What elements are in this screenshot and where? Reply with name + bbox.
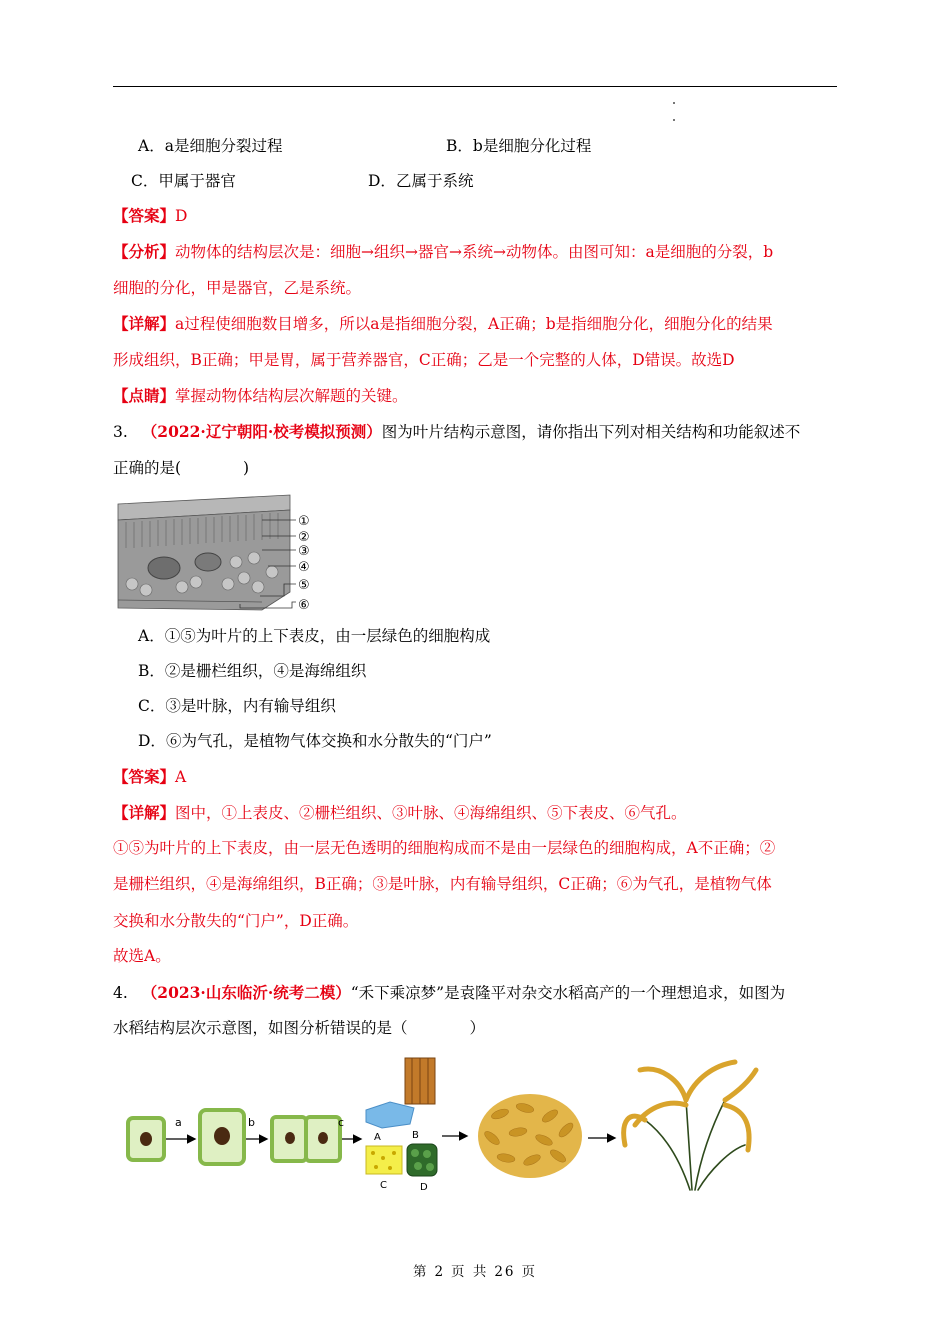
q3-option-d: D．⑥为气孔，是植物气体交换和水分散失的“门户” [138, 732, 492, 750]
q2-answer: 【答案】D [113, 206, 188, 225]
header-mark [673, 102, 675, 104]
label-tissue-B: B [412, 1130, 419, 1141]
tissue-D [407, 1144, 437, 1176]
label-b: b [248, 1116, 255, 1129]
tissue-A [366, 1102, 414, 1128]
q3-answer: 【答案】A [113, 767, 187, 786]
leaf-label-2: ② [298, 530, 310, 545]
q4-stem-line-2: 水稻结构层次示意图，如图分析错误的是（ ） [113, 1019, 486, 1037]
q3-option-a: A．①⑤为叶片的上下表皮，由一层绿色的细胞构成 [138, 627, 491, 645]
q2-option-b: B．b是细胞分化过程 [446, 137, 592, 155]
q3-stem-line-1: 3. （2022·辽宁朝阳·校考模拟预测）图为叶片结构示意图，请你指出下列对相关结构和功能叙述不 [113, 422, 801, 441]
page-footer: 第 2 页 共 26 页 [412, 1264, 538, 1280]
q3-detail-line-1: 【详解】图中，①上表皮、②栅栏组织、③叶脉、④海绵组织、⑤下表皮、⑥气孔。 [113, 803, 687, 822]
leaf-label-1: ① [298, 514, 310, 529]
header-rule [113, 86, 837, 87]
tissue-C [366, 1146, 402, 1174]
q2-option-d: D．乙属于系统 [368, 172, 474, 190]
rice-grains [478, 1094, 582, 1178]
header-mark [673, 119, 675, 121]
q3-option-c: C．③是叶脉，内有输导组织 [138, 697, 336, 715]
label-tissue-C: C [380, 1180, 387, 1191]
rice-hierarchy-figure [120, 1050, 760, 1200]
q2-option-a: A．a是细胞分裂过程 [138, 137, 283, 155]
label-tissue-D: D [420, 1182, 428, 1193]
leaf-label-6: ⑥ [298, 598, 310, 613]
q2-analysis-line-2: 细胞的分化，甲是器官，乙是系统。 [113, 279, 362, 297]
q3-conclusion: 故选A。 [113, 947, 171, 965]
label-a: a [175, 1116, 182, 1129]
q2-analysis-line-1: 【分析】动物体的结构层次是：细胞→组织→器官→系统→动物体。由图可知：a是细胞的分裂，b [113, 242, 774, 261]
q4-stem-line-1: 4. （2023·山东临沂·统考二模）“禾下乘凉梦”是袁隆平对杂交水稻高产的一个理想追求，如图为 [113, 983, 786, 1002]
q2-option-c: C．甲属于器官 [131, 172, 236, 190]
q3-detail-line-4: 交换和水分散失的“门户”，D正确。 [113, 912, 359, 930]
q3-stem-line-2: 正确的是( ) [113, 459, 250, 477]
leaf-structure-figure [112, 492, 322, 616]
q3-detail-line-2: ①⑤为叶片的上下表皮，由一层无色透明的细胞构成而不是由一层绿色的细胞构成，A不正确；② [113, 839, 776, 857]
q2-detail-line-2: 形成组织，B正确；甲是胃，属于营养器官，C正确；乙是一个完整的人体，D错误。故选D [113, 351, 735, 369]
q3-option-b: B．②是栅栏组织，④是海绵组织 [138, 662, 367, 680]
label-tissue-A: A [374, 1132, 381, 1143]
leaf-label-5: ⑤ [298, 578, 310, 593]
label-c: c [338, 1116, 345, 1129]
leaf-label-4: ④ [298, 560, 310, 575]
q2-tip: 【点睛】掌握动物体结构层次解题的关键。 [113, 386, 408, 405]
q2-detail-line-1: 【详解】a过程使细胞数目增多，所以a是指细胞分裂，A正确；b是指细胞分化，细胞分化的结果 [113, 314, 773, 333]
leaf-label-3: ③ [298, 544, 310, 559]
q3-detail-line-3: 是栅栏组织，④是海绵组织，B正确；③是叶脉，内有输导组织，C正确；⑥为气孔，是植物气体 [113, 875, 772, 893]
rice-plant [624, 1062, 756, 1190]
